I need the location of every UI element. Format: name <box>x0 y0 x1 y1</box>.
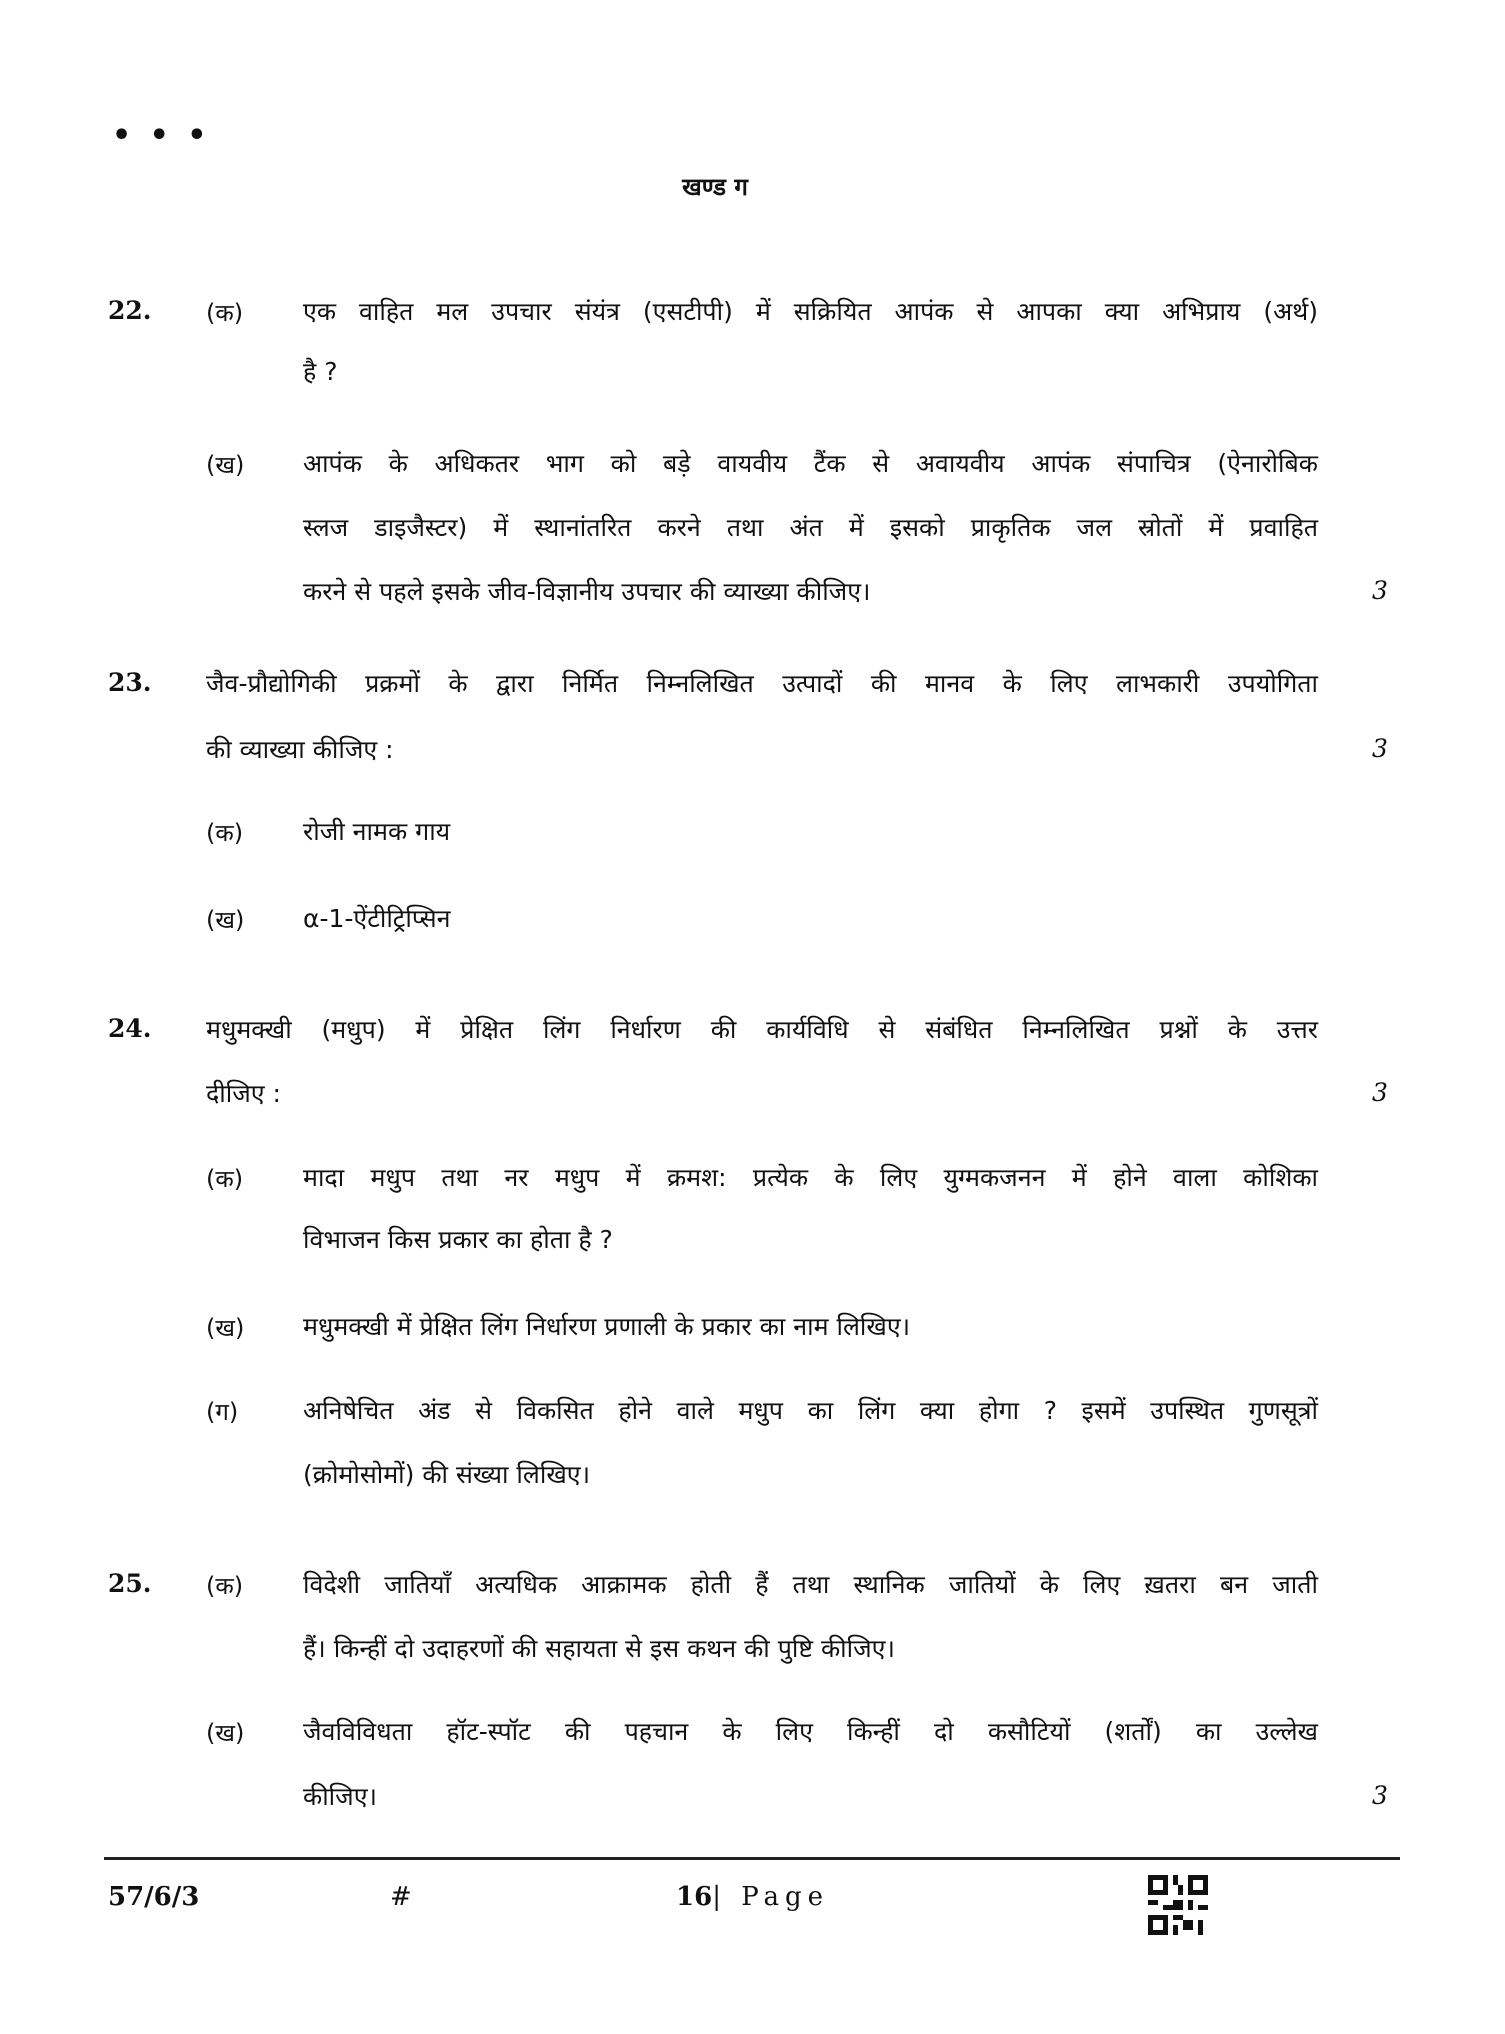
question-text: जैव-प्रौद्योगिकी प्रक्रमों के द्वारा निर्मित निम्नलिखित उत्पादों की मानव के लिए लाभकारी उपयोगिता <box>206 669 1318 698</box>
page-indicator <box>676 1882 829 1912</box>
marks: 3 <box>1372 734 1388 763</box>
paper-code: 57/6/3 <box>108 1882 200 1912</box>
question-text: की व्याख्या कीजिए : <box>206 735 394 764</box>
question-number-22: 22. <box>108 296 152 325</box>
question-number-23: 23. <box>108 668 152 697</box>
question-text: विभाजन किस प्रकार का होता है ? <box>303 1225 613 1254</box>
qr-code-icon <box>1148 1875 1208 1935</box>
question-text: एक वाहित मल उपचार संयंत्र (एसटीपी) में सक्रियित आपंक से आपका क्या अभिप्राय (अर्थ) <box>303 297 1318 326</box>
question-text: (क्रोमोसोमों) की संख्या लिखिए। <box>303 1460 591 1489</box>
part-label: (ख) <box>206 906 245 934</box>
question-text: मादा मधुप तथा नर मधुप में क्रमश: प्रत्येक के लिए युग्मकजनन में होने वाला कोशिका <box>303 1163 1318 1192</box>
question-text: आपंक के अधिकतर भाग को बड़े वायवीय टैंक से अवायवीय आपंक संपाचित्र (ऐनारोबिक <box>303 449 1318 478</box>
part-label: (क) <box>206 1165 244 1193</box>
question-text: मधुमक्खी (मधुप) में प्रेक्षित लिंग निर्धारण की कार्यविधि से संबंधित निम्नलिखित प्रश्नों के उत्तर <box>206 1015 1318 1044</box>
page-number: 16 <box>676 1882 713 1912</box>
question-text: अनिषेचित अंड से विकसित होने वाले मधुप का लिंग क्या होगा ? इसमें उपस्थित गुणसूत्रों <box>303 1396 1318 1425</box>
question-number-24: 24. <box>108 1014 152 1043</box>
question-text: हैं। किन्हीं दो उदाहरणों की सहायता से इस कथन की पुष्टि कीजिए। <box>303 1634 895 1663</box>
question-text: α-1-ऐंटीट्रिप्सिन <box>303 904 451 933</box>
marks: 3 <box>1372 1078 1388 1107</box>
question-number-25: 25. <box>108 1569 152 1598</box>
question-text: दीजिए : <box>206 1079 281 1108</box>
question-text: विदेशी जातियाँ अत्यधिक आक्रामक होती हैं तथा स्थानिक जातियों के लिए ख़तरा बन जाती <box>303 1570 1318 1599</box>
part-label: (ख) <box>206 1314 245 1342</box>
footer-divider <box>104 1857 1400 1860</box>
part-label: (क) <box>206 819 244 847</box>
question-text: कीजिए। <box>303 1782 378 1811</box>
question-text: करने से पहले इसके जीव-विज्ञानीय उपचार की व्याख्या कीजिए। <box>303 577 871 606</box>
question-text: स्लज डाइजैस्टर) में स्थानांतरित करने तथा अंत में इसको प्राकृतिक जल स्रोतों में प्रवाहित <box>303 513 1318 542</box>
section-title: खण्ड ग <box>682 173 748 201</box>
question-text: है ? <box>303 357 338 386</box>
part-label: (क) <box>206 1572 244 1600</box>
question-text: मधुमक्खी में प्रेक्षित लिंग निर्धारण प्रणाली के प्रकार का नाम लिखिए। <box>303 1312 911 1341</box>
header-dots: • • • <box>112 118 211 153</box>
question-text: जैवविविधता हॉट-स्पॉट की पहचान के लिए किन्हीं दो कसौटियों (शर्तों) का उल्लेख <box>303 1717 1318 1746</box>
page-label: | Page <box>712 1882 830 1912</box>
part-label: (ग) <box>206 1398 239 1426</box>
part-label: (ख) <box>206 451 245 479</box>
part-label: (क) <box>206 299 244 327</box>
part-label: (ख) <box>206 1719 245 1747</box>
marks: 3 <box>1372 576 1388 605</box>
footer-hash: # <box>390 1882 412 1912</box>
question-text: रोजी नामक गाय <box>303 817 451 846</box>
marks: 3 <box>1372 1781 1388 1810</box>
